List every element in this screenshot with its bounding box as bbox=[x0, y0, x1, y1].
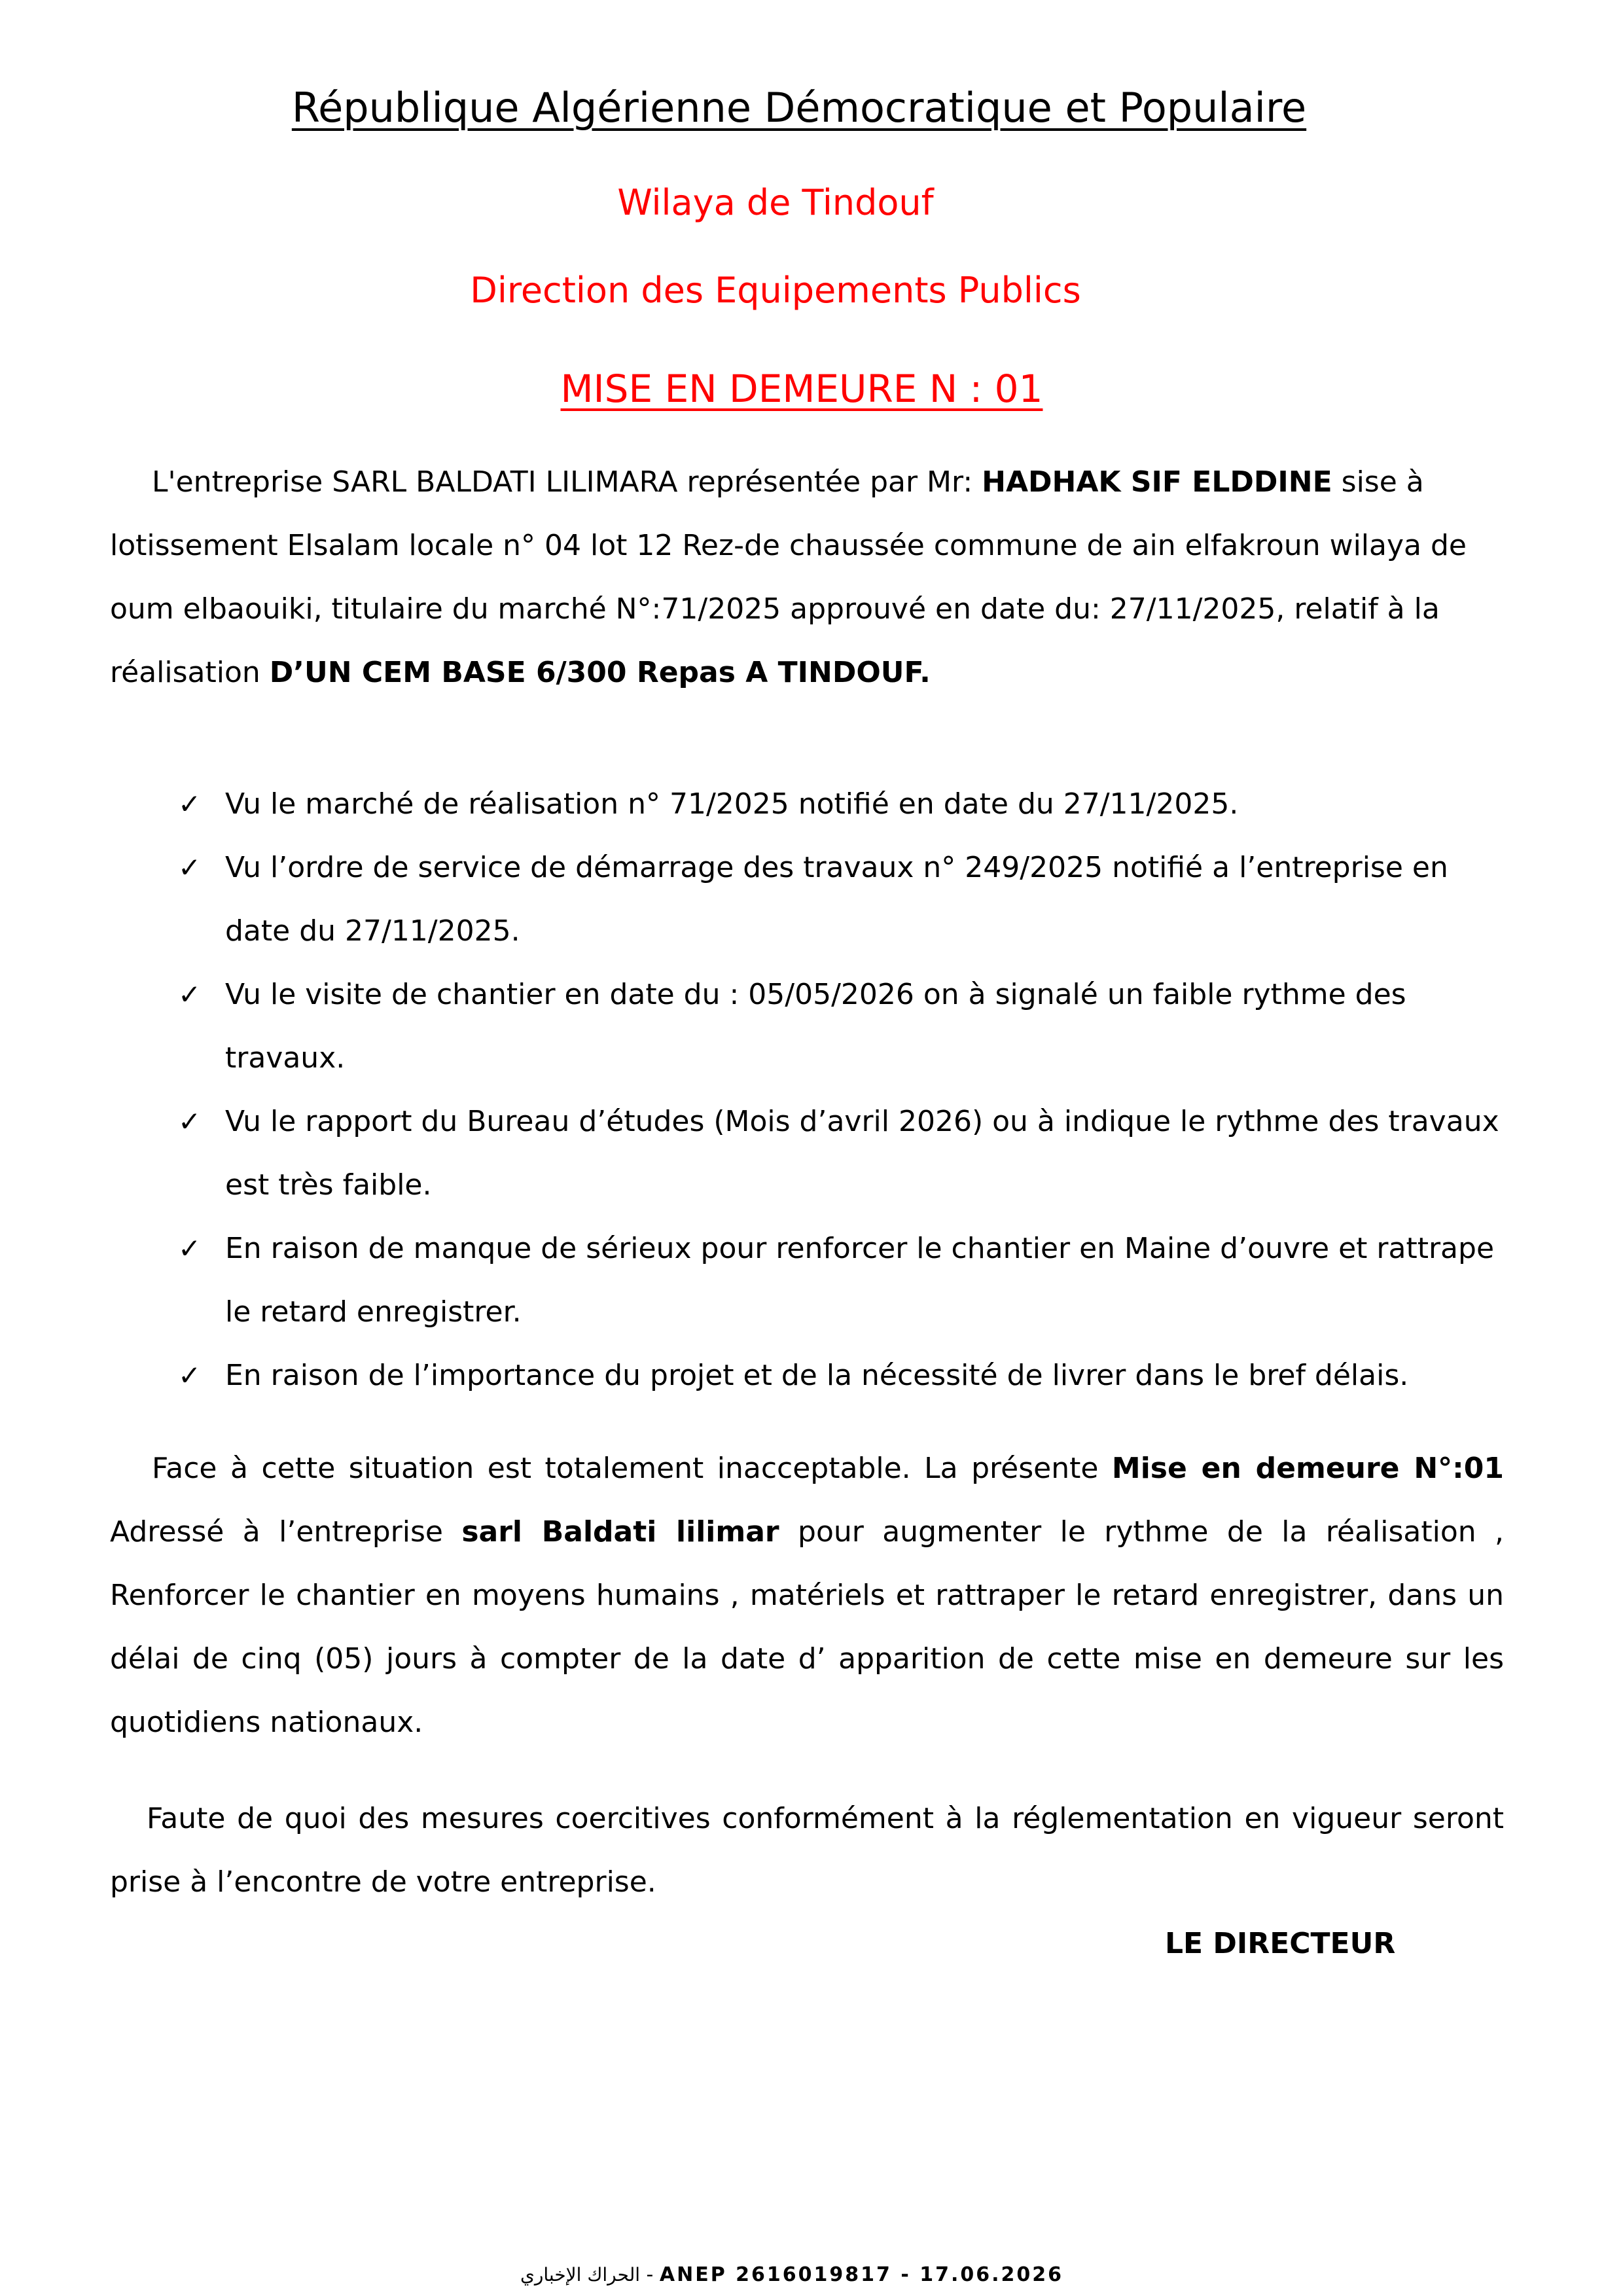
consideration-text: Vu le marché de réalisation n° 71/2025 notifié en date du 27/11/2025. bbox=[225, 787, 1239, 821]
check-icon: ✓ bbox=[178, 978, 202, 1011]
document-title: MISE EN DEMEURE N : 01 bbox=[560, 367, 1043, 411]
notice-text-2: Adressé à l’entreprise bbox=[110, 1515, 462, 1549]
consideration-item bbox=[178, 1344, 1507, 1407]
check-icon: ✓ bbox=[178, 1359, 202, 1391]
footer-publication: الحراك الإخباري bbox=[520, 2264, 641, 2286]
intro-text-2: sise à lotissement Elsalam locale n° 04 lot 12 Rez-de chaussée commune de ain elfakroun wilaya de oum elbaouiki, titulaire du marché N°:71/2025 approuvé en date du: 27/11/2025, relatif à la réalisation bbox=[110, 465, 1467, 689]
consideration-text: Vu le rapport du Bureau d’études (Mois d’avril 2026) ou à indique le rythme des travaux est très faible. bbox=[225, 1105, 1499, 1202]
republic-heading: République Algérienne Démocratique et Populaire bbox=[291, 84, 1307, 132]
wilaya-heading: Wilaya de Tindouf bbox=[617, 182, 934, 223]
check-icon: ✓ bbox=[178, 788, 202, 820]
consideration-text: Vu l’ordre de service de démarrage des travaux n° 249/2025 notifié a l’entreprise en date du 27/11/2025. bbox=[225, 851, 1448, 948]
closing-text: Faute de quoi des mesures coercitives conformément à la réglementation en vigueur seront prise à l’encontre de votre entreprise. bbox=[110, 1802, 1504, 1899]
footer-separator: - bbox=[640, 2263, 660, 2286]
consideration-item bbox=[178, 772, 1507, 836]
footer-reference: ANEP 2616019817 - 17.06.2026 bbox=[659, 2263, 1064, 2286]
company-name: sarl Baldati lilimar bbox=[461, 1515, 779, 1549]
signature: LE DIRECTEUR bbox=[1165, 1927, 1396, 1960]
notice-text-1: Face à cette situation est totalement inacceptable. La présente bbox=[152, 1452, 1112, 1485]
notice-reference: Mise en demeure N°:01 bbox=[1111, 1452, 1504, 1485]
consideration-text: Vu le visite de chantier en date du : 05/05/2026 on à signalé un faible rythme des travaux. bbox=[225, 978, 1406, 1075]
footer bbox=[0, 2263, 1584, 2286]
consideration-text: En raison de l’importance du projet et de la nécessité de livrer dans le bref délais. bbox=[225, 1359, 1409, 1392]
consideration-item bbox=[178, 836, 1507, 963]
considerations-list bbox=[178, 772, 1507, 1407]
direction-heading: Direction des Equipements Publics bbox=[470, 270, 1081, 311]
consideration-item bbox=[178, 963, 1507, 1090]
representative-name: HADHAK SIF ELDDINE bbox=[982, 465, 1332, 499]
check-icon: ✓ bbox=[178, 1105, 202, 1138]
consideration-item bbox=[178, 1217, 1507, 1344]
closing-paragraph bbox=[110, 1787, 1504, 1914]
check-icon: ✓ bbox=[178, 1232, 202, 1265]
notice-paragraph bbox=[110, 1437, 1504, 1754]
consideration-item bbox=[178, 1090, 1507, 1217]
project-name: D’UN CEM BASE 6/300 Repas A TINDOUF. bbox=[269, 656, 931, 689]
intro-paragraph bbox=[110, 450, 1504, 704]
notice-text-3: pour augmenter le rythme de la réalisation , Renforcer le chantier en moyens humains , matériels et rattraper le retard enregistrer, dans un délai de cinq (05) jours à compter de la date d’ apparition de cette mise en demeure sur les quotidiens nationaux. bbox=[110, 1515, 1504, 1739]
check-icon: ✓ bbox=[178, 852, 202, 884]
intro-text-1: L'entreprise SARL BALDATI LILIMARA représentée par Mr: bbox=[152, 465, 982, 499]
consideration-text: En raison de manque de sérieux pour renforcer le chantier en Maine d’ouvre et rattrape le retard enregistrer. bbox=[225, 1232, 1495, 1329]
